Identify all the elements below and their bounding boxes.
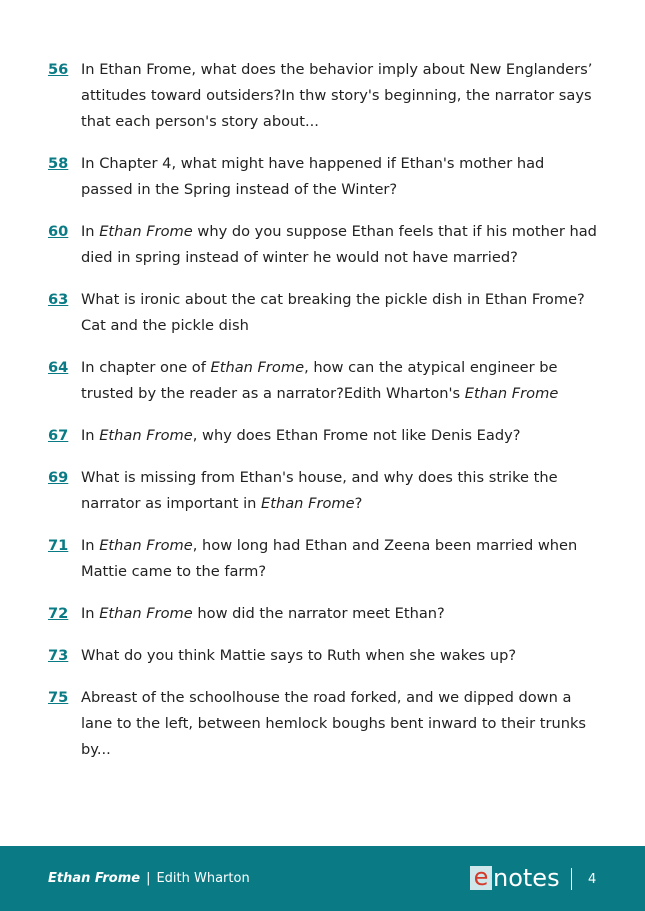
question-text [81, 219, 598, 271]
italic-title: Ethan Frome [99, 223, 193, 240]
text-segment: In [81, 605, 100, 622]
question-text [81, 643, 598, 669]
logo-e-mark: e [470, 866, 492, 890]
book-author: Edith Wharton [156, 871, 250, 886]
logo-text: notes [493, 864, 560, 892]
page-number: 4 [588, 872, 597, 887]
question-text [81, 287, 598, 339]
list-item [48, 643, 598, 669]
list-item [48, 423, 598, 449]
italic-title: Ethan Frome [99, 537, 193, 554]
book-title: Ethan Frome [48, 871, 141, 886]
text-segment: What is ironic about the cat breaking the pickle dish in Ethan Frome? Cat and the pickle dish [81, 291, 585, 334]
question-text [81, 465, 598, 517]
question-text [81, 57, 598, 135]
question-number-link[interactable]: 69 [48, 469, 69, 486]
separator: | [146, 871, 151, 886]
question-number-link[interactable]: 64 [48, 359, 69, 376]
text-segment: In Ethan Frome, what does the behavior imply about New Englanders’ attitudes toward outsiders?In thw story's beginning, the narrator says that each person's story about... [81, 61, 593, 130]
question-number-link[interactable]: 72 [48, 605, 69, 622]
question-number-link[interactable]: 73 [48, 647, 69, 664]
text-segment: , how long had Ethan and Zeena been married when Mattie came to the farm? [81, 537, 578, 580]
text-segment: how did the narrator meet Ethan? [192, 605, 445, 622]
italic-title: Ethan Frome [464, 385, 559, 402]
text-segment: , why does Ethan Frome not like Denis Eady? [192, 427, 521, 444]
list-item [48, 57, 598, 135]
italic-title: Ethan Frome [210, 359, 305, 376]
italic-title: Ethan Frome [261, 495, 355, 512]
question-text [81, 423, 598, 449]
list-item [48, 151, 598, 203]
list-item [48, 601, 598, 627]
list-item [48, 685, 598, 763]
list-item [48, 465, 598, 517]
question-text [81, 151, 598, 203]
footer-book-info [48, 871, 250, 886]
question-number-link[interactable]: 58 [48, 155, 69, 172]
text-segment: What do you think Mattie says to Ruth when she wakes up? [81, 647, 517, 664]
list-item [48, 355, 598, 407]
list-item [48, 219, 598, 271]
text-segment: why do you suppose Ethan feels that if his mother had died in spring instead of winter he would not have married? [81, 223, 597, 266]
enotes-logo [470, 863, 560, 892]
question-list [48, 57, 598, 779]
question-number-link[interactable]: 63 [48, 291, 69, 308]
question-text [81, 533, 598, 585]
question-number-link[interactable]: 71 [48, 537, 69, 554]
question-number-link[interactable]: 56 [48, 61, 69, 78]
question-number-link[interactable]: 75 [48, 689, 69, 706]
question-text [81, 601, 598, 627]
text-segment: , how can the atypical engineer be trusted by the reader as a narrator?Edith Wharton's [81, 359, 558, 402]
italic-title: Ethan Frome [99, 427, 193, 444]
footer [0, 846, 645, 911]
question-number-link[interactable]: 60 [48, 223, 69, 240]
question-number-link[interactable]: 67 [48, 427, 69, 444]
text-segment: ? [354, 495, 363, 512]
text-segment: In [81, 427, 100, 444]
list-item [48, 533, 598, 585]
text-segment: What is missing from Ethan's house, and why does this strike the narrator as important in [81, 469, 558, 512]
text-segment: In Chapter 4, what might have happened if Ethan's mother had passed in the Spring instead of the Winter? [81, 155, 545, 198]
text-segment: In chapter one of [81, 359, 211, 376]
divider [571, 868, 572, 890]
list-item [48, 287, 598, 339]
text-segment: In [81, 223, 100, 240]
question-text [81, 355, 598, 407]
text-segment: In [81, 537, 100, 554]
text-segment: Abreast of the schoolhouse the road forked, and we dipped down a lane to the left, between hemlock boughs bent inward to their trunks by... [81, 689, 587, 758]
question-text [81, 685, 598, 763]
italic-title: Ethan Frome [99, 605, 193, 622]
